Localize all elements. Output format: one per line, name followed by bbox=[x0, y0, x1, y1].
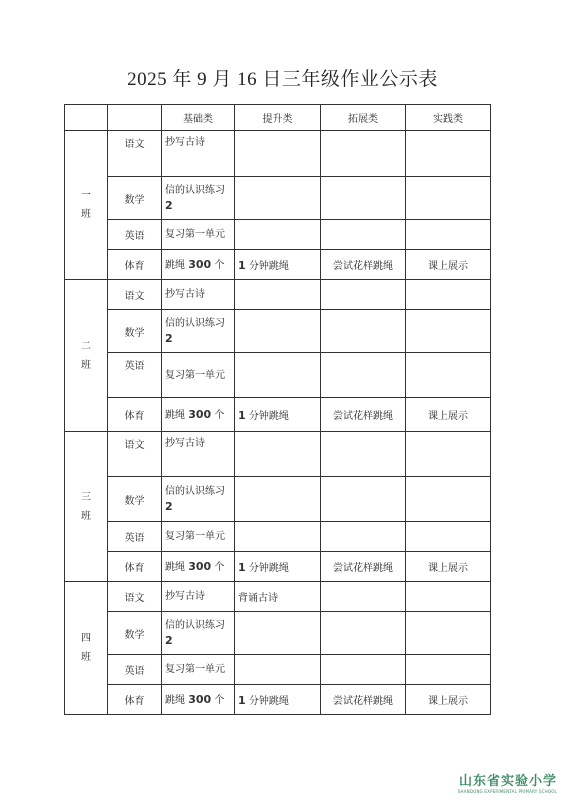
practice-task-cell bbox=[406, 280, 491, 310]
practice-task-cell bbox=[406, 131, 491, 177]
basic-task-unit: 个 bbox=[214, 409, 225, 421]
extend-task-cell bbox=[321, 353, 406, 398]
basic-task-number: 2 bbox=[165, 633, 173, 647]
practice-task-cell bbox=[406, 432, 491, 477]
extend-task-cell bbox=[321, 477, 406, 522]
table-row bbox=[65, 177, 491, 220]
extend-task-cell bbox=[321, 582, 406, 612]
basic-task-text: 复习第一单元 bbox=[165, 664, 225, 675]
table-row bbox=[65, 685, 491, 715]
advance-task-cell bbox=[235, 477, 321, 522]
class-name: 三 bbox=[81, 491, 91, 503]
basic-task-text: 跳绳 bbox=[165, 409, 185, 421]
subject-cell: 英语 bbox=[108, 655, 162, 685]
subject-cell: 数学 bbox=[108, 177, 162, 220]
basic-task-text: 抄写古诗 bbox=[165, 438, 205, 449]
table-row bbox=[65, 131, 491, 177]
practice-task-cell bbox=[406, 582, 491, 612]
table-row bbox=[65, 582, 491, 612]
practice-task-cell: 课上展示 bbox=[406, 398, 491, 432]
advance-task-cell bbox=[235, 177, 321, 220]
table-row bbox=[65, 398, 491, 432]
table-row bbox=[65, 612, 491, 655]
basic-task-cell bbox=[162, 177, 235, 220]
basic-task-text: 跳绳 bbox=[165, 694, 185, 706]
basic-task-text: 抄写古诗 bbox=[165, 137, 205, 148]
header-corner-cell bbox=[65, 105, 108, 131]
advance-task-cell bbox=[235, 655, 321, 685]
basic-task-cell bbox=[162, 655, 235, 685]
header-extend: 拓展类 bbox=[321, 105, 406, 131]
basic-task-unit: 个 bbox=[214, 561, 225, 573]
table-row bbox=[65, 353, 491, 398]
table-row bbox=[65, 280, 491, 310]
basic-task-cell bbox=[162, 280, 235, 310]
class-label-cell bbox=[65, 280, 108, 432]
basic-task-unit: 个 bbox=[214, 259, 225, 271]
school-logo bbox=[457, 770, 557, 794]
table-row bbox=[65, 310, 491, 353]
advance-task-cell bbox=[235, 310, 321, 353]
basic-task-cell bbox=[162, 477, 235, 522]
header-advance: 提升类 bbox=[235, 105, 321, 131]
basic-task-cell bbox=[162, 685, 235, 715]
advance-task-cell bbox=[235, 353, 321, 398]
table-row bbox=[65, 522, 491, 552]
table-row bbox=[65, 220, 491, 250]
advance-task-text: 分钟跳绳 bbox=[248, 411, 289, 422]
header-practice: 实践类 bbox=[406, 105, 491, 131]
class-label-cell bbox=[65, 432, 108, 582]
basic-task-text: 抄写古诗 bbox=[165, 591, 205, 602]
practice-task-cell bbox=[406, 655, 491, 685]
advance-task-text: 背诵古诗 bbox=[238, 593, 278, 604]
advance-task-text: 分钟跳绳 bbox=[248, 696, 289, 707]
logo-text-en: SHANDONG EXPERIMENTAL PRIMARY SCHOOL bbox=[457, 789, 557, 794]
extend-task-cell bbox=[321, 432, 406, 477]
subject-cell: 体育 bbox=[108, 685, 162, 715]
header-blank-cell bbox=[108, 105, 162, 131]
basic-task-number: 2 bbox=[165, 331, 173, 345]
subject-cell: 英语 bbox=[108, 353, 162, 398]
subject-cell: 语文 bbox=[108, 131, 162, 177]
advance-task-cell bbox=[235, 612, 321, 655]
advance-task-cell bbox=[235, 582, 321, 612]
basic-task-number: 300 bbox=[188, 407, 212, 421]
advance-task-cell bbox=[235, 552, 321, 582]
basic-task-text: 抄写古诗 bbox=[165, 289, 205, 300]
basic-task-number: 300 bbox=[188, 559, 212, 573]
basic-task-number: 300 bbox=[188, 257, 212, 271]
subject-cell: 体育 bbox=[108, 250, 162, 280]
advance-task-number: 1 bbox=[238, 694, 246, 707]
basic-task-text: 跳绳 bbox=[165, 259, 185, 271]
practice-task-cell bbox=[406, 477, 491, 522]
basic-task-cell bbox=[162, 398, 235, 432]
basic-task-cell bbox=[162, 353, 235, 398]
basic-task-cell bbox=[162, 220, 235, 250]
basic-task-text: 信的认识练习 bbox=[165, 317, 225, 329]
subject-cell: 英语 bbox=[108, 220, 162, 250]
subject-cell: 英语 bbox=[108, 522, 162, 552]
table-row bbox=[65, 655, 491, 685]
subject-cell: 体育 bbox=[108, 552, 162, 582]
table-row bbox=[65, 250, 491, 280]
class-name: 一 bbox=[81, 190, 91, 201]
basic-task-cell bbox=[162, 552, 235, 582]
subject-cell: 语文 bbox=[108, 432, 162, 477]
basic-task-text: 跳绳 bbox=[165, 561, 185, 573]
header-row bbox=[65, 105, 491, 131]
advance-task-cell bbox=[235, 685, 321, 715]
basic-task-cell bbox=[162, 612, 235, 655]
class-name: 四 bbox=[81, 633, 91, 644]
advance-task-cell bbox=[235, 131, 321, 177]
table-row bbox=[65, 552, 491, 582]
extend-task-cell bbox=[321, 655, 406, 685]
advance-task-cell bbox=[235, 522, 321, 552]
advance-task-number: 1 bbox=[238, 259, 246, 272]
basic-task-text: 信的认识练习 bbox=[165, 485, 225, 497]
extend-task-cell bbox=[321, 220, 406, 250]
basic-task-cell bbox=[162, 131, 235, 177]
advance-task-cell bbox=[235, 398, 321, 432]
table-row bbox=[65, 477, 491, 522]
advance-task-number: 1 bbox=[238, 409, 246, 422]
basic-task-text: 复习第一单元 bbox=[165, 369, 225, 381]
basic-task-cell bbox=[162, 582, 235, 612]
extend-task-cell bbox=[321, 131, 406, 177]
extend-task-cell bbox=[321, 612, 406, 655]
subject-cell: 语文 bbox=[108, 582, 162, 612]
homework-table bbox=[64, 104, 491, 715]
extend-task-cell: 尝试花样跳绳 bbox=[321, 685, 406, 715]
practice-task-cell bbox=[406, 310, 491, 353]
basic-task-text: 信的认识练习 bbox=[165, 184, 225, 196]
practice-task-cell bbox=[406, 220, 491, 250]
class-suffix: 班 bbox=[81, 652, 91, 663]
extend-task-cell bbox=[321, 310, 406, 353]
basic-task-number: 300 bbox=[188, 692, 212, 706]
advance-task-number: 1 bbox=[238, 561, 246, 574]
logo-text-cn: 山东省实验小学 bbox=[458, 774, 557, 789]
basic-task-cell bbox=[162, 250, 235, 280]
extend-task-cell bbox=[321, 280, 406, 310]
basic-task-text: 信的认识练习 bbox=[165, 619, 225, 631]
basic-task-cell bbox=[162, 522, 235, 552]
basic-task-number: 2 bbox=[165, 198, 173, 212]
practice-task-cell: 课上展示 bbox=[406, 552, 491, 582]
subject-cell: 体育 bbox=[108, 398, 162, 432]
class-suffix: 班 bbox=[81, 359, 91, 371]
extend-task-cell bbox=[321, 177, 406, 220]
practice-task-cell bbox=[406, 353, 491, 398]
subject-cell: 语文 bbox=[108, 280, 162, 310]
basic-task-text: 复习第一单元 bbox=[165, 531, 225, 542]
extend-task-cell: 尝试花样跳绳 bbox=[321, 552, 406, 582]
basic-task-unit: 个 bbox=[214, 694, 225, 706]
page-title: 2025 年 9 月 16 日三年级作业公示表 bbox=[127, 69, 438, 90]
basic-task-number: 2 bbox=[165, 499, 173, 513]
basic-task-cell bbox=[162, 432, 235, 477]
advance-task-cell bbox=[235, 220, 321, 250]
advance-task-text: 分钟跳绳 bbox=[248, 563, 289, 574]
advance-task-cell bbox=[235, 432, 321, 477]
class-suffix: 班 bbox=[81, 510, 91, 522]
extend-task-cell bbox=[321, 522, 406, 552]
class-label-cell bbox=[65, 582, 108, 715]
subject-cell: 数学 bbox=[108, 310, 162, 353]
practice-task-cell: 课上展示 bbox=[406, 685, 491, 715]
subject-cell: 数学 bbox=[108, 612, 162, 655]
basic-task-text: 复习第一单元 bbox=[165, 229, 225, 240]
header-basic: 基础类 bbox=[162, 105, 235, 131]
table-row bbox=[65, 432, 491, 477]
advance-task-text: 分钟跳绳 bbox=[248, 261, 289, 272]
advance-task-cell bbox=[235, 280, 321, 310]
practice-task-cell bbox=[406, 177, 491, 220]
extend-task-cell: 尝试花样跳绳 bbox=[321, 398, 406, 432]
class-name: 二 bbox=[81, 340, 91, 352]
advance-task-cell bbox=[235, 250, 321, 280]
practice-task-cell bbox=[406, 522, 491, 552]
class-suffix: 班 bbox=[81, 209, 91, 220]
basic-task-cell bbox=[162, 310, 235, 353]
practice-task-cell: 课上展示 bbox=[406, 250, 491, 280]
practice-task-cell bbox=[406, 612, 491, 655]
extend-task-cell: 尝试花样跳绳 bbox=[321, 250, 406, 280]
class-label-cell bbox=[65, 131, 108, 280]
subject-cell: 数学 bbox=[108, 477, 162, 522]
